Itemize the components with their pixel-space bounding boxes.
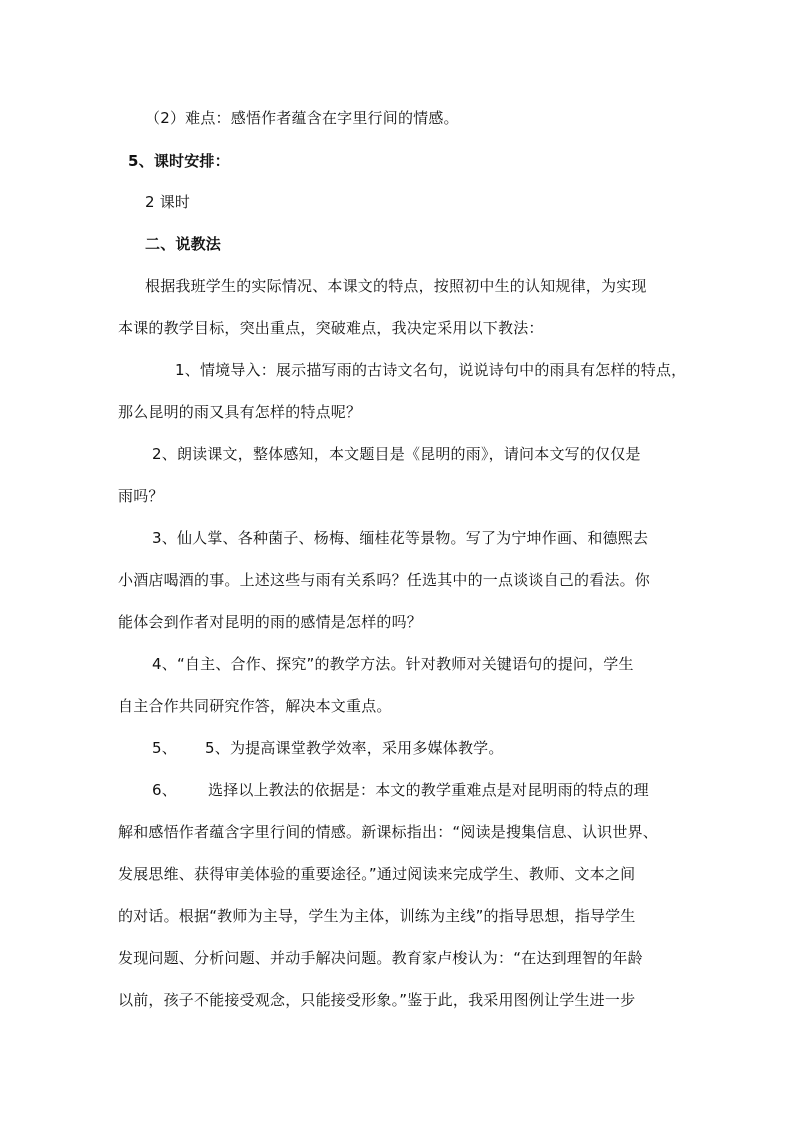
item6-line-5: 发现问题、分析问题、并动手解决问题。教育家卢梭认为：“在达到理智的年龄: [118, 949, 643, 967]
item6-line-4: 的对话。根据“教师为主导，学生为主体，训练为主线”的指导思想，指导学生: [118, 907, 636, 925]
item3-line-3: 能体会到作者对昆明的雨的感情是怎样的吗？: [118, 613, 423, 631]
item2-line-2: 雨吗？: [118, 487, 164, 505]
item4-line-2: 自主合作共同研究作答，解决本文重点。: [118, 697, 392, 715]
section5-value: 2 课时: [145, 193, 191, 211]
difficulty-line: （2）难点：感悟作者蕴含在字里行间的情感。: [145, 109, 459, 127]
item3-line-2: 小酒店喝酒的事。上述这些与雨有关系吗？任选其中的一点谈谈自己的看法。你: [118, 571, 651, 589]
part2-heading: 二、说教法: [145, 235, 222, 253]
item6-line-3: 发展思维、获得审美体验的重要途径。”通过阅读来完成学生、教师、文本之间: [118, 865, 636, 883]
item5-text: 5、为提高课堂教学效率，采用多媒体教学。: [205, 739, 504, 757]
intro-line-2: 本课的教学目标，突出重点，突破难点，我决定采用以下教法：: [118, 319, 544, 337]
item6-line-6: 以前，孩子不能接受观念，只能接受形象。”鉴于此，我采用图例让学生进一步: [118, 991, 636, 1009]
item6-line-1: 选择以上教法的依据是：本文的教学重难点是对昆明雨的特点的理: [208, 781, 649, 799]
item3-line-1: 3、仙人掌、各种菌子、杨梅、缅桂花等景物。写了为宁坤作画、和德熙去: [152, 529, 649, 547]
item4-line-1: 4、“自主、合作、探究”的教学方法。针对教师对关键语句的提问，学生: [152, 655, 634, 673]
item6-line-2: 解和感悟作者蕴含字里行间的情感。新课标指出：“阅读是搜集信息、认识世界、: [118, 823, 658, 841]
item1-line-2: 那么昆明的雨又具有怎样的特点呢？: [118, 403, 362, 421]
item1-line-1: 1、情境导入：展示描写雨的古诗文名句，说说诗句中的雨具有怎样的特点，: [175, 361, 687, 379]
item6-number: 6、: [152, 781, 177, 799]
item5-number: 5、: [152, 739, 177, 757]
item2-line-1: 2、朗读课文，整体感知，本文题目是《昆明的雨》，请问本文写的仅仅是: [152, 445, 641, 463]
section5-heading: 5、课时安排：: [128, 152, 230, 170]
intro-line-1: 根据我班学生的实际情况、本课文的特点，按照初中生的认知规律，为实现: [145, 277, 647, 295]
